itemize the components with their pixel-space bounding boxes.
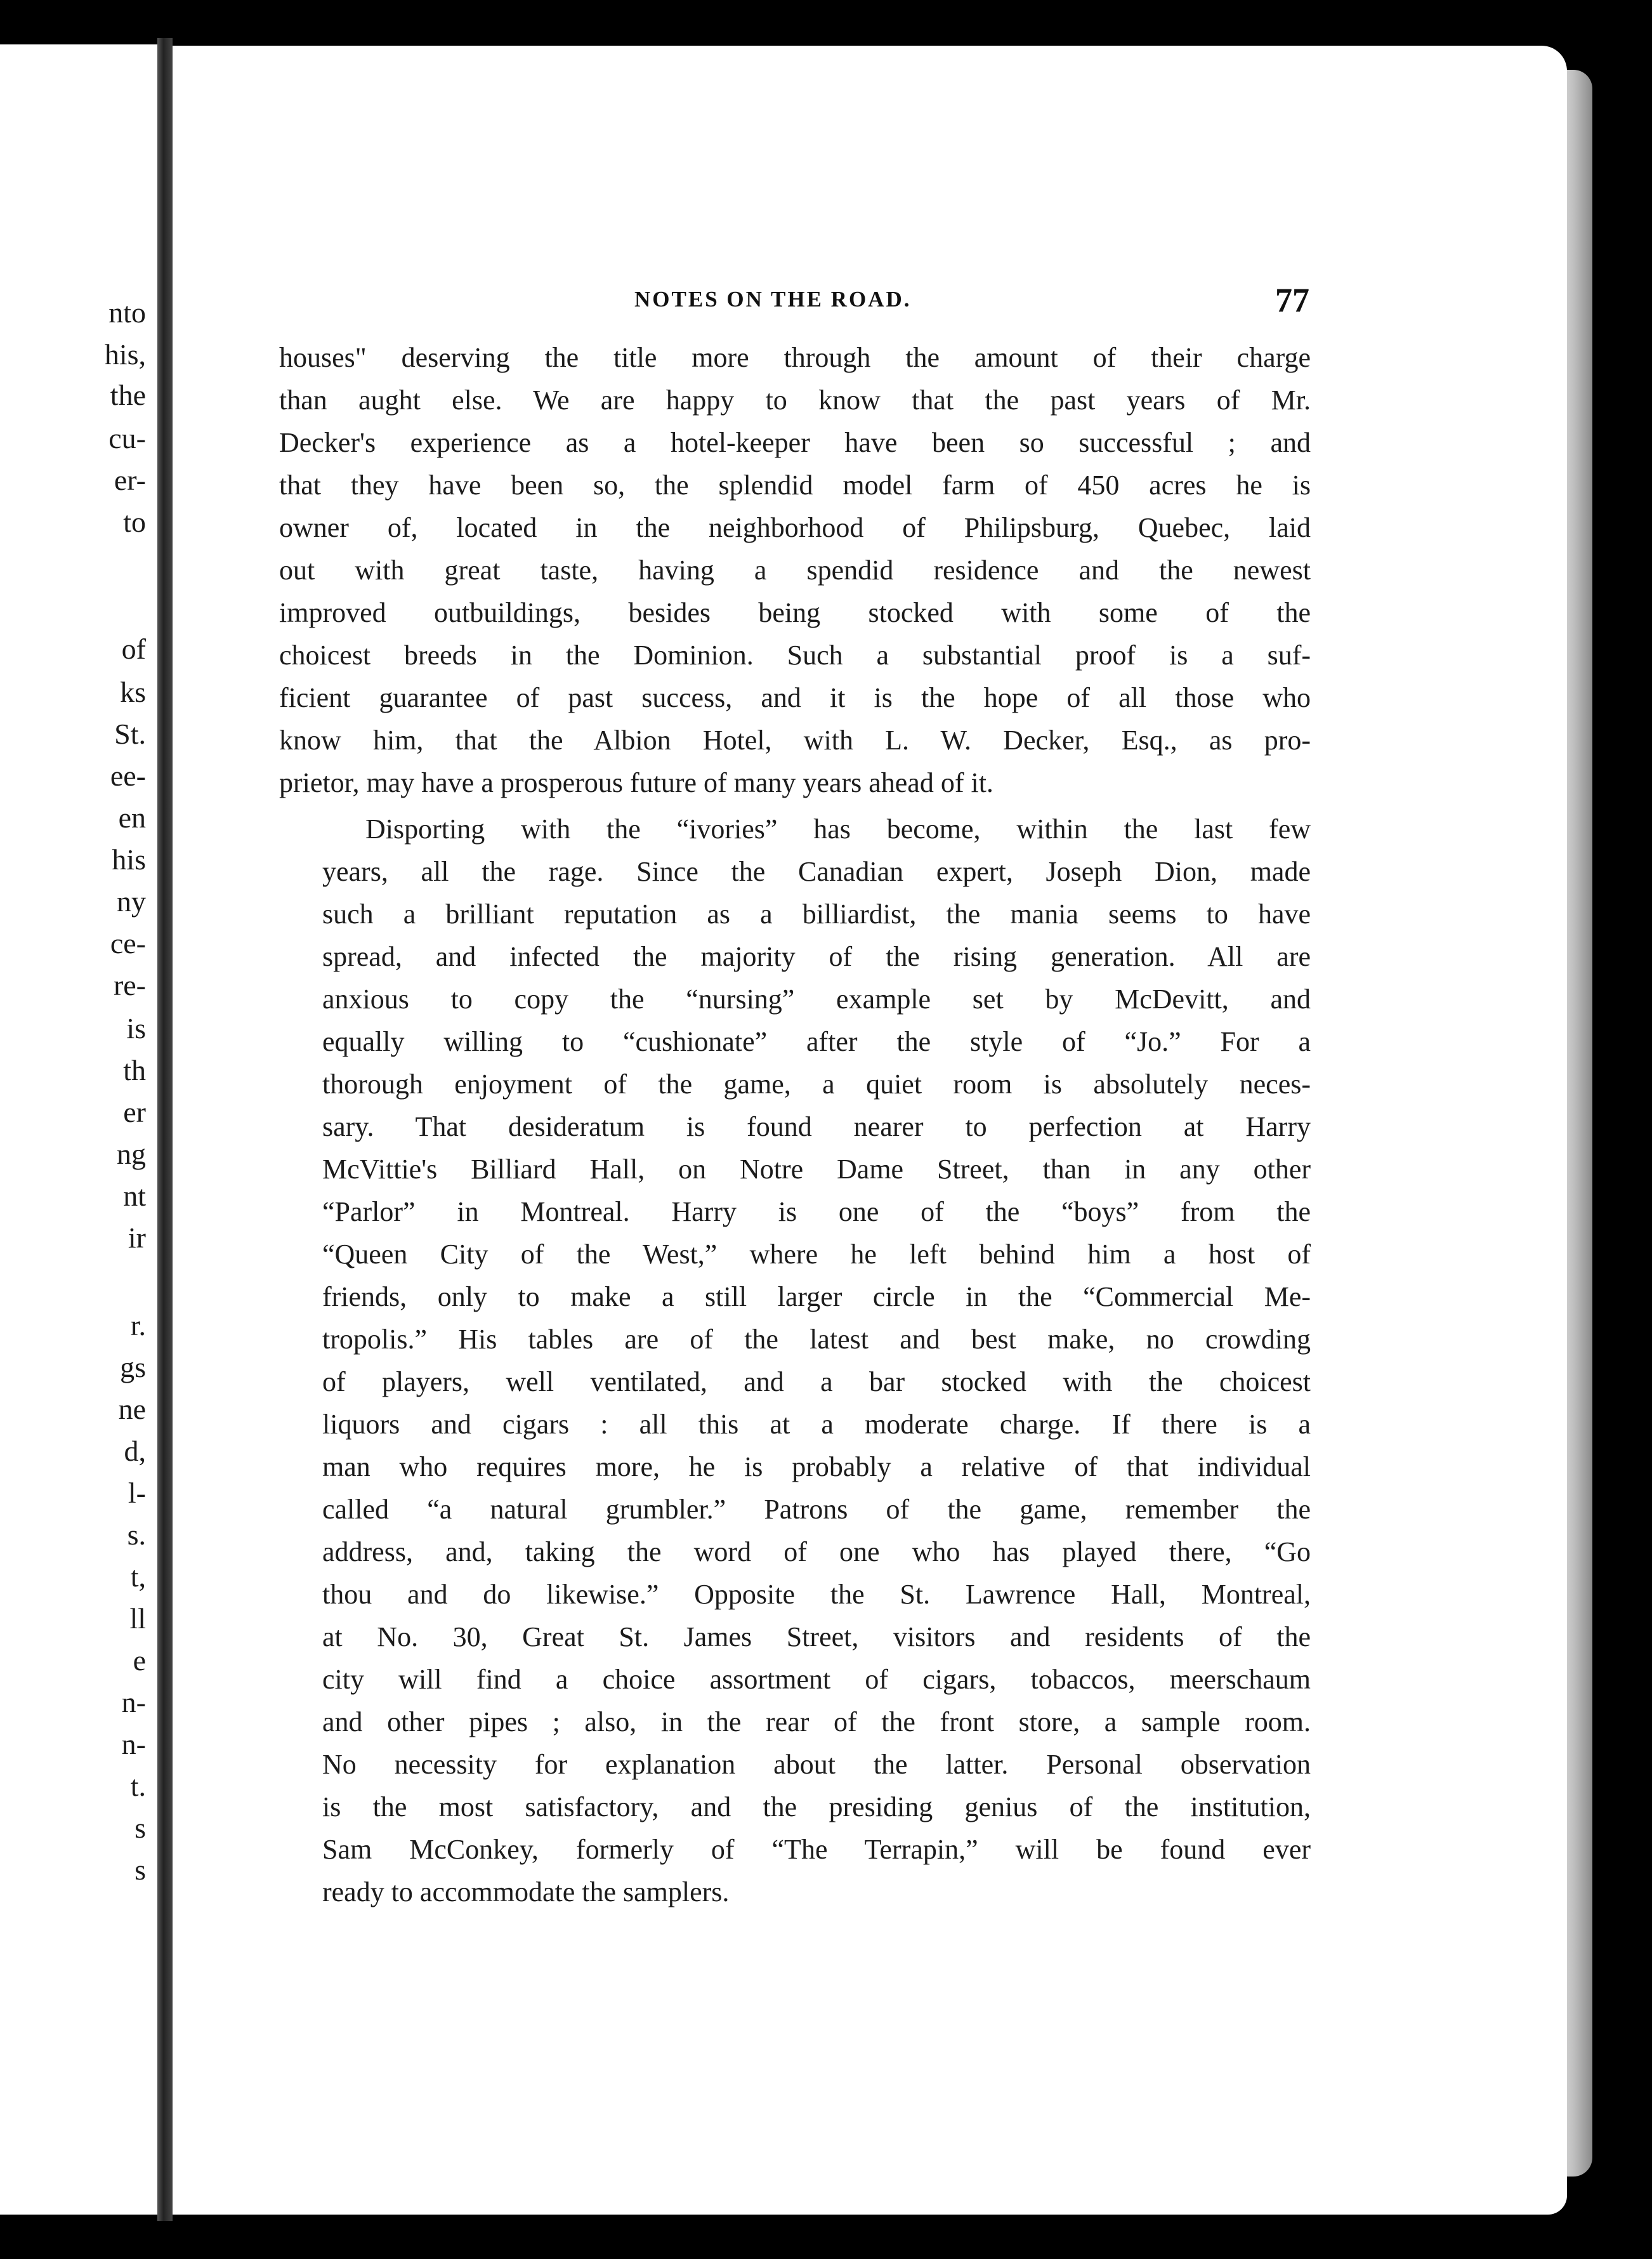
paragraph-1 bbox=[279, 336, 1311, 804]
text-line: No necessity for explanation about the latter. Personal observation bbox=[322, 1749, 1311, 1780]
text-line: city will find a choice assortment of cigars, tobaccos, meerschaum bbox=[322, 1664, 1311, 1695]
text-line: know him, that the Albion Hotel, with L. W. Decker, Esq., as pro- bbox=[279, 725, 1311, 756]
text-line: Decker's experience as a hotel-keeper have been so successful ; and bbox=[279, 427, 1311, 458]
text-line: called “a natural grumbler.” Patrons of the game, remember the bbox=[322, 1494, 1311, 1525]
left-page-fragment: cu- bbox=[108, 422, 146, 454]
left-page-fragment: ng bbox=[117, 1138, 146, 1170]
left-page-fragment: of bbox=[121, 633, 146, 665]
left-page-fragment: en bbox=[118, 801, 146, 834]
text-line: address, and, taking the word of one who has played there, “Go bbox=[322, 1536, 1311, 1567]
left-page-fragment: r. bbox=[130, 1309, 146, 1341]
left-page-fragment: e bbox=[133, 1644, 146, 1676]
left-page-fragment: to bbox=[123, 506, 146, 538]
text-line: owner of, located in the neighborhood of Philipsburg, Quebec, laid bbox=[279, 512, 1311, 543]
text-line: improved outbuildings, besides being stocked with some of the bbox=[279, 597, 1311, 628]
text-line: ficient guarantee of past success, and it is the hope of all those who bbox=[279, 682, 1311, 713]
left-page-fragment: nto bbox=[108, 296, 146, 329]
text-line: prietor, may have a prosperous future of many years ahead of it. bbox=[279, 767, 993, 798]
text-line: anxious to copy the “nursing” example set by McDevitt, and bbox=[322, 984, 1311, 1015]
text-line: houses" deserving the title more through the amount of their charge bbox=[279, 342, 1311, 373]
left-page-fragment: er bbox=[123, 1096, 146, 1128]
left-page-fragment: d, bbox=[124, 1435, 146, 1467]
text-line: and other pipes ; also, in the rear of the front store, a sample room. bbox=[322, 1706, 1311, 1737]
text-line: thou and do likewise.” Opposite the St. Lawrence Hall, Montreal, bbox=[322, 1579, 1311, 1610]
text-line: Sam McConkey, formerly of “The Terrapin,” will be found ever bbox=[322, 1834, 1311, 1865]
text-line: years, all the rage. Since the Canadian expert, Joseph Dion, made bbox=[322, 856, 1311, 887]
text-line: spread, and infected the majority of the rising generation. All are bbox=[322, 941, 1311, 972]
left-page-fragment: nt bbox=[123, 1180, 146, 1212]
text-line: ready to accommodate the samplers. bbox=[322, 1876, 730, 1907]
text-line: liquors and cigars : all this at a moderate charge. If there is a bbox=[322, 1409, 1311, 1440]
left-page-fragment: St. bbox=[114, 718, 146, 750]
text-line: “Parlor” in Montreal. Harry is one of the “boys” from the bbox=[322, 1196, 1311, 1227]
text-line: that they have been so, the splendid model farm of 450 acres he is bbox=[279, 470, 1311, 501]
page-number: 77 bbox=[1275, 281, 1309, 319]
text-line: friends, only to make a still larger circle in the “Commercial Me- bbox=[322, 1281, 1311, 1312]
text-line: equally willing to “cushionate” after the style of “Jo.” For a bbox=[322, 1026, 1311, 1057]
left-page-fragment: ne bbox=[118, 1393, 146, 1425]
left-page bbox=[0, 44, 157, 2215]
left-page-fragment: s bbox=[134, 1812, 146, 1844]
text-line: out with great taste, having a spendid residence and the newest bbox=[279, 555, 1311, 586]
text-line: such a brilliant reputation as a billiardist, the mania seems to have bbox=[322, 899, 1311, 930]
book-gutter bbox=[157, 38, 173, 2221]
left-page-fragment: ll bbox=[129, 1602, 146, 1635]
text-line: Disporting with the “ivories” has become, within the last few bbox=[365, 813, 1311, 845]
text-line: McVittie's Billiard Hall, on Notre Dame Street, than in any other bbox=[322, 1154, 1311, 1185]
text-line: than aught else. We are happy to know that the past years of Mr. bbox=[279, 385, 1311, 416]
text-line: “Queen City of the West,” where he left behind him a host of bbox=[322, 1239, 1311, 1270]
left-page-fragment: his bbox=[112, 843, 146, 876]
left-page-fragment: t, bbox=[130, 1560, 146, 1593]
left-page-fragment: er- bbox=[114, 464, 146, 496]
left-page-fragment: his, bbox=[104, 338, 146, 371]
left-page-fragment: s bbox=[134, 1854, 146, 1886]
left-page-fragment: the bbox=[110, 379, 146, 411]
text-line: at No. 30, Great St. James Street, visitors and residents of the bbox=[322, 1621, 1311, 1652]
left-page-fragment: ce- bbox=[110, 927, 146, 959]
running-head: NOTES ON THE ROAD. bbox=[634, 287, 912, 312]
text-line: of players, well ventilated, and a bar stocked with the choicest bbox=[322, 1366, 1311, 1397]
left-page-fragment: ee- bbox=[110, 760, 146, 792]
left-page-fragment: re- bbox=[113, 969, 146, 1001]
text-line: thorough enjoyment of the game, a quiet room is absolutely neces- bbox=[322, 1069, 1311, 1100]
body-text bbox=[279, 336, 1311, 1913]
text-line: choicest breeds in the Dominion. Such a substantial proof is a suf- bbox=[279, 640, 1311, 671]
paragraph-2 bbox=[279, 808, 1311, 1913]
left-page-fragment: is bbox=[126, 1012, 146, 1044]
left-page-fragment: n- bbox=[121, 1728, 146, 1760]
left-page-fragment: t. bbox=[130, 1770, 146, 1802]
text-line: sary. That desideratum is found nearer to perfection at Harry bbox=[322, 1111, 1311, 1142]
text-line: tropolis.” His tables are of the latest and best make, no crowding bbox=[322, 1324, 1311, 1355]
left-page-fragment: n- bbox=[121, 1686, 146, 1718]
text-line: man who requires more, he is probably a relative of that individual bbox=[322, 1451, 1311, 1482]
left-page-fragment: th bbox=[123, 1054, 146, 1086]
left-page-fragment: s. bbox=[127, 1518, 146, 1551]
left-page-fragment: ny bbox=[117, 885, 146, 918]
left-page-fragment: ir bbox=[128, 1222, 146, 1254]
left-page-fragment: l- bbox=[128, 1477, 146, 1509]
left-page-fragment: gs bbox=[120, 1351, 146, 1383]
text-line: is the most satisfactory, and the presiding genius of the institution, bbox=[322, 1791, 1311, 1822]
left-page-fragment: ks bbox=[120, 676, 146, 708]
